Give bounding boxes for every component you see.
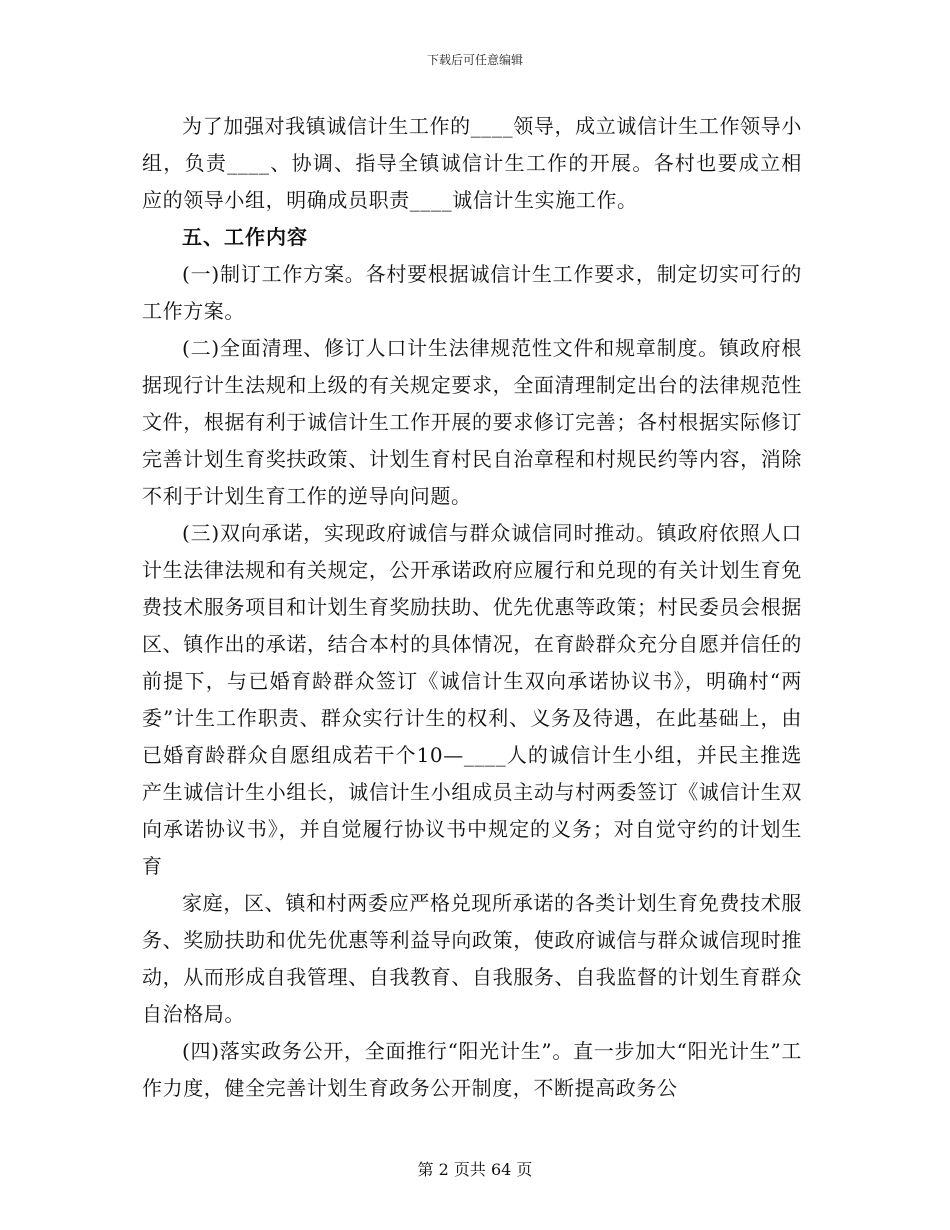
paragraph-regulations: (二)全面清理、修订人口计生法律规范性文件和规章制度。镇政府根据现行计生法规和上级的有关规定要求，全面清理制定出台的法律规范性文件，根据有利于诚信计生工作开展的要求修订完善；各村根据实际修订完善计划生育奖扶政策、计划生育村民自治章程和村规民约等内容，消除不利于计划生育工作的逆导向问题。: [142, 336, 802, 508]
document-body: [142, 108, 802, 1107]
page-number: 第 2 页共 64 页: [417, 1160, 533, 1179]
paragraph-plan: (一)制订工作方案。各村要根据诚信计生工作要求，制定切实可行的工作方案。: [142, 262, 802, 323]
section-heading: 五、工作内容: [182, 225, 308, 249]
paragraph-leadership: 为了加强对我镇诚信计生工作的____领导，成立诚信计生工作领导小组，负责____、协调、指导全镇诚信计生工作的开展。各村也要成立相应的领导小组，明确成员职责____诚信计生实施工作。: [142, 114, 802, 212]
paragraph-transparency: (四)落实政务公开，全面推行“阳光计生”。直一步加大“阳光计生”工作力度，健全完善计划生育政务公开制度，不断提高政务公: [142, 1039, 802, 1100]
paragraph-family: 家庭，区、镇和村两委应严格兑现所承诺的各类计划生育免费技术服务、奖励扶助和优先优惠等利益导向政策，使政府诚信与群众诚信现时推动，从而形成自我管理、自我教育、自我服务、自我监督的计划生育群众自治格局。: [142, 891, 802, 1026]
paragraph-commitment: (三)双向承诺，实现政府诚信与群众诚信同时推动。镇政府依照人口计生法律法规和有关规定，公开承诺政府应履行和兑现的有关计划生育免费技术服务项目和计划生育奖励扶助、优先优惠等政策；村民委员会根据区、镇作出的承诺，结合本村的具体情况，在育龄群众充分自愿并信任的前提下，与已婚育龄群众签订《诚信计生双向承诺协议书》，明确村“两委”计生工作职责、群众实行计生的权利、义务及待遇，在此基础上，由已婚育龄群众自愿组成若干个10—____人的诚信计生小组，并民主推选产生诚信计生小组长，诚信计生小组成员主动与村两委签订《诚信计生双向承诺协议书》，并自觉履行协议书中规定的义务；对自觉守约的计划生育: [142, 521, 802, 878]
page-header: 下载后可任意编辑: [426, 53, 523, 67]
